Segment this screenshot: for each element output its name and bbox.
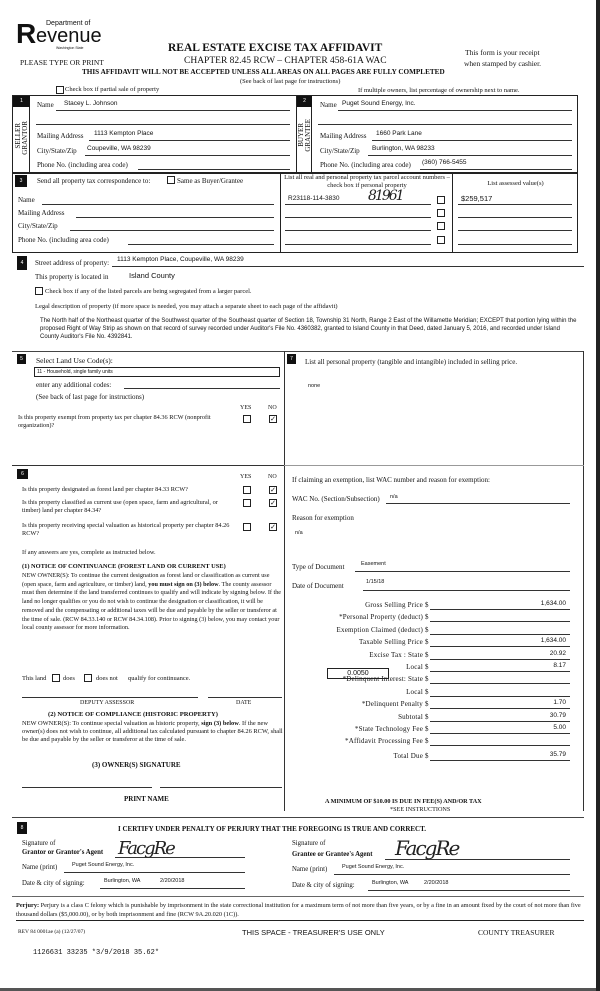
send-correspondence-label: Send all property tax correspondence to: (37, 177, 151, 185)
historical-yes-checkbox[interactable] (243, 523, 251, 531)
section-5-number: 5 (17, 354, 26, 364)
county-field[interactable]: Island County (129, 271, 175, 280)
seller-city-label: City/State/Zip (37, 147, 77, 155)
grantor-date-field[interactable]: 2/20/2018 (160, 878, 185, 884)
land-does-not-label: does not (96, 675, 118, 682)
forest-land-question: Is this property designated as forest land per chapter 84.33 RCW? (22, 486, 188, 493)
assessed-line-2 (458, 217, 572, 218)
section-3-divider-1 (280, 173, 281, 253)
buyer-name-label: Name (320, 101, 337, 109)
grantor-signature[interactable]: FacgRe (118, 838, 174, 859)
assessed-line-1 (458, 204, 572, 205)
form-title: REAL ESTATE EXCISE TAX AFFIDAVIT (168, 42, 383, 54)
wac-field[interactable]: n/a (390, 494, 398, 500)
if-yes-instruction: If any answers are yes, complete as instructed below. (22, 549, 156, 556)
deputy-assessor-label: DEPUTY ASSESSOR (80, 700, 135, 706)
amount-line (430, 609, 570, 610)
notice-compliance-title: (2) NOTICE OF COMPLIANCE (HISTORIC PROPERTY) (48, 711, 218, 718)
currency-symbol: $ (425, 625, 429, 634)
grantee-name-label: Name (print) (292, 866, 328, 873)
amount-line (430, 708, 570, 709)
seller-phone-line (138, 169, 290, 170)
seller-name-field[interactable]: Stacey L. Johnson (64, 100, 118, 107)
logo-r: R (16, 18, 37, 49)
exemption-label: If claiming an exemption, list WAC number and reason for exemption: (292, 476, 490, 484)
section-7-right-line (583, 351, 584, 811)
amount-line (430, 659, 570, 660)
seller-city-field[interactable]: Coupeville, WA 98239 (87, 145, 151, 152)
county-treasurer-label: COUNTY TREASURER (478, 928, 555, 937)
amount-label: Local (406, 663, 423, 671)
partial-sale-checkbox[interactable] (56, 86, 64, 94)
parcel-header: List all real and personal property tax parcel account numbers – check box if personal property (284, 174, 450, 189)
amount-line (430, 683, 570, 684)
historical-question: Is this property receiving special valuation as historical property per chapter 84.26 RCW? (22, 522, 230, 537)
s3-city-line (70, 230, 274, 231)
s3-mailing-line (76, 217, 274, 218)
amount-label: Local (406, 687, 423, 696)
qualify-label: qualify for continuance. (128, 675, 191, 682)
s6-yes-header: YES (240, 474, 252, 480)
section-5-7-top-line (12, 351, 584, 352)
notice-compliance-text (22, 720, 284, 743)
currency-symbol: $ (425, 712, 429, 721)
doc-date-line (363, 590, 570, 591)
forest-land-yes-checkbox[interactable] (243, 486, 251, 494)
assessor-date-label: DATE (236, 700, 252, 706)
current-use-no-checkbox[interactable]: ✓ (270, 499, 276, 507)
receipt-note-1: This form is your receipt (465, 48, 540, 57)
parcel-line-4 (285, 244, 431, 245)
notice2-bold: sign (3) below (201, 720, 239, 727)
wac-label: WAC No. (Section/Subsection) (292, 495, 380, 503)
multiple-owners-note: If multiple owners, list percentage of ownership next to name. (358, 87, 520, 94)
land-does-not-checkbox[interactable] (84, 674, 92, 682)
currency-symbol: $ (425, 601, 429, 609)
amount-line (430, 745, 570, 746)
section-8-top-line (12, 817, 584, 818)
grantor-name-line (64, 872, 245, 873)
personal-property-checkbox-2[interactable] (437, 209, 445, 217)
buyer-city-field[interactable]: Burlington, WA 98233 (372, 145, 435, 152)
current-use-yes-checkbox[interactable] (243, 499, 251, 507)
street-address-field[interactable]: 1113 Kempton Place, Coupeville, WA 98239 (117, 256, 244, 263)
print-name-line (160, 787, 282, 788)
section-7-number: 7 (287, 354, 296, 364)
amount-label: Subtotal (398, 712, 423, 721)
amount-label: Gross Selling Price (365, 601, 423, 609)
seller-name-line-2 (36, 124, 290, 125)
this-land-label: This land (22, 675, 47, 682)
currency-symbol: $ (425, 687, 429, 696)
page-right-edge (596, 0, 600, 991)
local-rate-field[interactable] (327, 668, 389, 679)
currency-symbol: $ (425, 663, 429, 671)
buyer-phone-line (420, 169, 572, 170)
currency-symbol: $ (425, 751, 429, 760)
seller-name-line (56, 110, 290, 111)
notice-continuance-title: (1) NOTICE OF CONTINUANCE (FOREST LAND OR CURRENT USE) (22, 563, 226, 570)
segregated-label: Check box if any of the listed parcels are being segregated from a larger parcel. (45, 288, 252, 295)
buyer-phone-field[interactable]: (360) 766-5455 (422, 159, 467, 166)
amount-value[interactable]: 8.17 (553, 662, 566, 669)
section-7-middle-line (284, 465, 584, 466)
see-back-note: (See back of last page for instructions) (240, 78, 341, 85)
grantor-name-field[interactable]: Puget Sound Energy, Inc. (72, 862, 135, 868)
land-does-label: does (63, 675, 75, 682)
grantee-name-field[interactable]: Puget Sound Energy, Inc. (342, 864, 405, 870)
seller-city-line (85, 155, 290, 156)
amount-label: *Personal Property (deduct) (339, 613, 423, 622)
deputy-assessor-line (22, 697, 198, 698)
please-type: PLEASE TYPE OR PRINT (20, 58, 104, 67)
currency-symbol: $ (425, 638, 429, 647)
parcel-line-3 (285, 230, 431, 231)
land-use-select[interactable] (34, 367, 280, 377)
s6-no-header: NO (268, 474, 277, 480)
amount-line (430, 671, 570, 672)
notice1-bold: you must sign on (3) below (148, 580, 219, 588)
amount-line (430, 646, 570, 647)
additional-codes-line (124, 388, 280, 389)
doc-date-field[interactable]: 1/15/18 (366, 579, 385, 585)
minimum-due-note: A MINIMUM OF $10.00 IS DUE IN FEE(S) AND/OR TAX (325, 798, 482, 805)
seller-phone-label: Phone No. (including area code) (37, 161, 128, 169)
warning-text: THIS AFFIDAVIT WILL NOT BE ACCEPTED UNLESS ALL AREAS ON ALL PAGES ARE FULLY COMPLETED (82, 68, 445, 76)
land-use-value: 11 - Household, single family units (37, 369, 113, 375)
legal-description-label: Legal description of property (if more space is needed, you may attach a separate sheet to each page of the affidavit) (35, 303, 338, 310)
amount-line (430, 621, 570, 622)
parcel-number-1[interactable]: R23118-114-3830 (288, 195, 340, 202)
additional-codes-label: enter any additional codes: (36, 381, 112, 389)
seller-mailing-field[interactable]: 1113 Kempton Place (94, 130, 154, 137)
amount-label: *State Technology Fee (354, 725, 423, 733)
current-use-question: Is this property classified as current use (open space, farm and agricultural, or timber) land per chapter 84.34? (22, 499, 218, 514)
local-rate-value: 0.0050 (347, 670, 369, 677)
currency-symbol: $ (425, 737, 429, 746)
assessed-header: List assessed value(s) (487, 180, 544, 187)
grantee-name-line (334, 874, 570, 875)
receipt-note-2: when stamped by cashier. (464, 59, 542, 68)
form-subtitle: CHAPTER 82.45 RCW – CHAPTER 458-61A WAC (184, 56, 387, 66)
land-does-checkbox[interactable] (52, 674, 60, 682)
amount-label: Total Due (393, 751, 423, 760)
amount-label: *Affidavit Processing Fee (345, 737, 423, 746)
notice2-part-a: NEW OWNER(S): To continue special valuation as historic property, (22, 720, 202, 727)
amount-value[interactable]: 35.79 (549, 750, 566, 758)
seller-name-label: Name (37, 101, 54, 109)
doc-type-field[interactable]: Easement (361, 561, 386, 567)
amount-value[interactable]: 1,634.00 (540, 637, 566, 645)
perjury-bottom-line (16, 920, 584, 921)
exempt-yes-checkbox[interactable] (243, 415, 251, 423)
personal-property-checkbox-3[interactable] (437, 222, 445, 230)
buyer-city-label: City/State/Zip (320, 147, 360, 155)
currency-symbol: $ (425, 613, 429, 622)
s5-see-back: (See back of last page for instructions) (36, 393, 145, 401)
perjury-text: Perjury is a class C felony which is punishable by imprisonment in the state correctional institution for a maximum term of not more than five years, or by a fine in an amount fixed by the court of not more than five thousand dollars ($5,000.00), or by both imprisonment and fine (RCW 9A.20.020 (1C)). (16, 902, 581, 918)
seller-side-label (13, 107, 30, 173)
notice2-part-b: . If the new owner(s) does not wish to continue, all additional tax calculated pursuant to chapter 84.26 RCW, shall be due and payable by the seller or transferor at the time of sale. (22, 720, 283, 743)
assessed-line-4 (458, 244, 572, 245)
buyer-phone-label: Phone No. (including area code) (320, 161, 411, 169)
s3-name-label: Name (18, 196, 35, 204)
grantee-signature[interactable]: FacgRe (395, 836, 459, 860)
buyer-city-line (368, 155, 572, 156)
buyer-label: BUYER (297, 123, 305, 147)
grantee-date-line (368, 890, 570, 891)
parcel-annotation-1: 81961 (368, 188, 403, 204)
buyer-mailing-line (372, 140, 572, 141)
logo-main: evenue (36, 25, 102, 47)
personal-property-label: List all personal property (tangible and intangible) included in selling price. (305, 358, 518, 366)
section-6-top-line (12, 465, 284, 466)
forest-land-no-checkbox[interactable]: ✓ (270, 486, 276, 494)
grantee-sig-label-1: Signature of (292, 840, 326, 847)
exempt-question: Is this property exempt from property tax per chapter 84.36 RCW (nonprofit organization)? (18, 414, 211, 429)
segregated-checkbox[interactable] (35, 287, 43, 295)
amount-line (430, 634, 570, 635)
amount-label: Taxable Selling Price (359, 638, 423, 647)
parcel-line-1 (285, 204, 431, 205)
amount-line (430, 760, 570, 761)
treasurer-space-label: THIS SPACE - TREASURER'S USE ONLY (242, 928, 385, 937)
amount-label: *Delinquent Interest: State (342, 675, 423, 684)
s3-mailing-label: Mailing Address (18, 209, 65, 217)
owner-signature-line (22, 787, 152, 788)
amount-value[interactable]: 5.00 (553, 724, 566, 731)
doc-type-line (355, 571, 570, 572)
s3-phone-label: Phone No. (including area code) (18, 236, 109, 244)
historical-no-checkbox[interactable]: ✓ (270, 523, 276, 531)
grantor-city-field[interactable]: Burlington, WA (104, 878, 141, 884)
owner-signature-title: (3) OWNER(S) SIGNATURE (92, 761, 181, 769)
amount-value[interactable]: 1,634.00 (540, 600, 566, 607)
s5-yes-header: YES (240, 405, 252, 411)
section-6-number: 6 (17, 469, 28, 479)
exempt-no-checkbox[interactable]: ✓ (270, 415, 276, 423)
currency-symbol: $ (425, 700, 429, 709)
form-revision: REV 84 0001ae (a) (12/27/07) (18, 929, 86, 935)
grantor-sig-label-2: Grantor or Grantor's Agent (22, 849, 104, 856)
reason-label: Reason for exemption (292, 514, 354, 522)
assessed-value-1[interactable]: $259,517 (461, 194, 493, 203)
amount-value[interactable]: 20.92 (549, 649, 566, 657)
section-3-number: 3 (15, 175, 27, 187)
see-instructions-note: *SEE INSTRUCTIONS (390, 806, 451, 813)
assessed-line-3 (458, 230, 572, 231)
currency-symbol: $ (425, 675, 429, 684)
buyer-mailing-field[interactable]: 1660 Park Lane (376, 130, 422, 137)
grantor-label: GRANTOR (21, 121, 29, 155)
currency-symbol: $ (425, 650, 429, 659)
amount-line (430, 721, 570, 722)
grantor-date-label: Date & city of signing: (22, 880, 85, 887)
wac-line (386, 503, 570, 504)
section-2-number: 2 (297, 96, 312, 107)
s3-city-label: City/State/Zip (18, 222, 58, 230)
parcel-line-2 (285, 217, 431, 218)
assessor-date-line (208, 697, 282, 698)
section-4-number: 4 (17, 256, 27, 270)
amount-value[interactable]: 1.70 (553, 699, 566, 707)
personal-property-field[interactable]: none (308, 383, 321, 389)
notice-continuance-text (22, 572, 282, 633)
grantor-sig-label-1: Signature of (22, 840, 56, 847)
doc-date-label: Date of Document (292, 582, 344, 590)
grantee-date-label: Date & city of signing: (292, 882, 355, 889)
amount-label: *Delinquent Penalty (361, 700, 423, 709)
amount-line (430, 696, 570, 697)
seller-mailing-label: Mailing Address (37, 132, 84, 140)
currency-symbol: $ (425, 725, 429, 733)
buyer-side-label (297, 107, 312, 173)
grantee-label: GRANTEE (304, 119, 312, 152)
notice1-part-b: . The county assessor must then determine if the land transferred continues to qualify and will indicate by signing below. If the land no longer qualifies or you do not wish to continue the designation or classification, it will be removed and the compensating or additional taxes will be due and payable by the seller or transferor at the time of sale. (RCW 84.33.140 or RCW 84.34.108). Prior to signing (3) below, you may contact your local county assessor for more information. (22, 580, 282, 632)
land-use-label: Select Land Use Code(s): (36, 356, 113, 365)
grantee-date-field[interactable]: 2/20/2018 (424, 880, 449, 886)
amount-label: Exemption Claimed (deduct) (336, 625, 423, 634)
s5-no-header: NO (268, 405, 277, 411)
personal-property-checkbox-1[interactable] (437, 196, 445, 204)
certify-statement: I CERTIFY UNDER PENALTY OF PERJURY THAT THE FOREGOING IS TRUE AND CORRECT. (118, 825, 427, 833)
buyer-name-line-2 (318, 124, 572, 125)
same-as-buyer-label: Same as Buyer/Grantee (177, 177, 244, 185)
perjury-notice (16, 902, 581, 919)
buyer-mailing-label: Mailing Address (320, 132, 367, 140)
logo-top: Department of (46, 20, 91, 27)
notice1-part-a: NEW OWNER(S): To continue the current designation as forest land or classification as current use (open space, farm and agriculture, or timber) land, (22, 572, 270, 588)
grantee-sig-label-2: Grantee or Grantee's Agent (292, 851, 373, 858)
partial-sale-label: Check box if partial sale of property (65, 86, 160, 93)
amount-label: Excise Tax : State (369, 650, 423, 659)
street-address-line (112, 266, 584, 267)
print-name-label: PRINT NAME (124, 795, 169, 803)
buyer-name-line (338, 110, 572, 111)
personal-property-checkbox-4[interactable] (437, 236, 445, 244)
grantee-city-field[interactable]: Burlington, WA (372, 880, 409, 886)
treasurer-stamp: 1126631 33235 *3/9/2018 35.62* (33, 949, 160, 957)
dor-logo (16, 18, 102, 52)
buyer-name-field[interactable]: Puget Sound Energy, Inc. (342, 100, 416, 107)
street-address-label: Street address of property: (35, 259, 110, 267)
s3-phone-line (128, 244, 274, 245)
grantor-name-label: Name (print) (22, 864, 58, 871)
perjury-bold: Perjury: (16, 902, 40, 909)
amount-value[interactable]: 30.79 (549, 711, 566, 719)
section-8-number: 8 (17, 822, 27, 834)
legal-description-field[interactable]: The North half of the Northeast quarter of the Southwest quarter of the Southeast quarter of Section 18, Township 31 North, Range 2 East of the Willamette Meridian; EXCEPT that portion lying within the proposed Right of Way Strip as shown on that record of survey recorded under Auditor's File No. 4360382, granted to Island County in that Deed, dated January 5, 2016, and recorded under Island County Auditor's File No. 4392841. (40, 318, 577, 341)
s3-name-line (42, 204, 274, 205)
grantor-date-line (100, 888, 245, 889)
doc-type-label: Type of Document (292, 563, 345, 571)
amount-line (430, 733, 570, 734)
reason-field[interactable]: n/a (295, 530, 303, 536)
logo-sub: Washington State (56, 46, 84, 50)
located-in-label: This property is located in (35, 273, 109, 281)
same-as-buyer-checkbox[interactable] (167, 176, 175, 184)
section-1-number: 1 (13, 96, 30, 107)
seller-mailing-line (89, 140, 290, 141)
perjury-top-line (12, 896, 584, 897)
section-5-6-right-line (284, 351, 285, 811)
seller-label: SELLER (14, 123, 22, 149)
